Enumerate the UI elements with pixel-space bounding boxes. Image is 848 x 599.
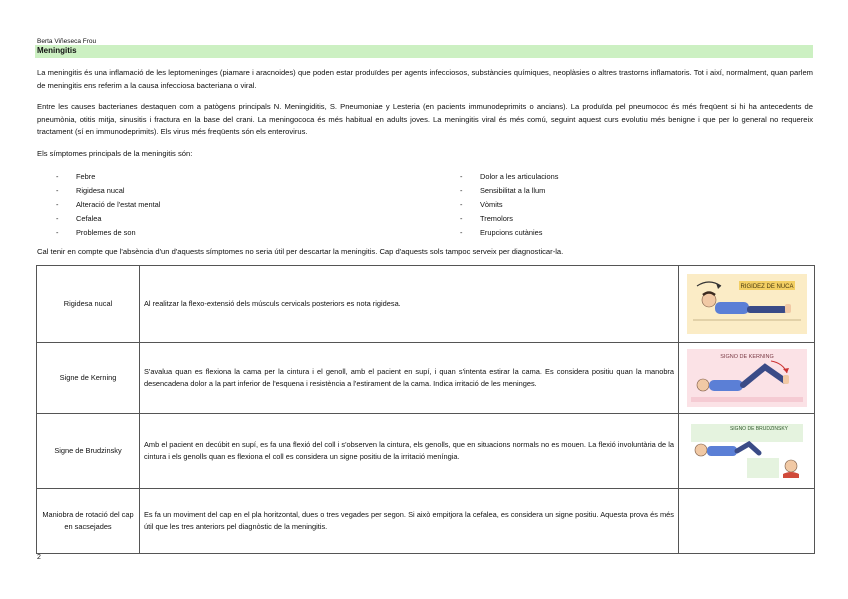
list-item: - Dolor a les articulacions: [460, 170, 558, 184]
note-paragraph: Cal tenir en compte que l'absència d'un d'aquests símptomes no seria útil per descartar la meningitis. Cap d'aquests sols tampoc serveix per diagnosticar-la.: [37, 247, 564, 256]
signs-table: [36, 265, 815, 554]
symptoms-intro: Els símptomes principals de la meningitis són:: [37, 149, 193, 158]
sign-name: Signe de Kerning: [37, 343, 140, 414]
empty-image-cell: [679, 489, 815, 554]
list-item: - Vòmits: [460, 198, 558, 212]
author-name: Berta Viñeseca Frou: [37, 38, 97, 45]
list-item: - Tremolors: [460, 212, 558, 226]
page-title: Meningitis: [37, 46, 77, 55]
title-highlight: [35, 45, 813, 58]
table-row: [37, 343, 815, 414]
list-item: - Cefalea: [56, 212, 160, 226]
sign-name: Signe de Brudzinsky: [37, 414, 140, 489]
symptoms-list-left: [56, 170, 160, 240]
symptoms-list-right: [460, 170, 558, 240]
sign-description: Amb el pacient en decúbit en supí, es fa una flexió del coll i s'observen la cintura, els genolls, que en situacions normals no es mouen. La flexió involuntària de la cintura i els genolls quan es flexiona el coll es considera un signe positiu de la irritació meníngia.: [140, 414, 679, 489]
neck-stiffness-illustration: [687, 274, 807, 334]
list-item: - Febre: [56, 170, 160, 184]
kernig-sign-illustration: [687, 349, 807, 407]
table-row: [37, 489, 815, 554]
sign-name: Maniobra de rotació del cap en sacsejades: [37, 489, 140, 554]
page-number: 2: [37, 554, 41, 561]
brudzinski-sign-illustration: [687, 420, 807, 482]
list-item: - Problemes de son: [56, 226, 160, 240]
list-item: - Sensibilitat a la llum: [460, 184, 558, 198]
illustration-caption: RIGIDEZ DE NUCA: [739, 284, 794, 290]
causes-paragraph: Entre les causes bacterianes destaquen com a patògens principals N. Meningiditis, S. Pneumoniae y Lesteria (en pacients immunodeprimits o ancians). La produïda pel pneumococ és més freqüent si hi ha antecedents de pneumònia, otitis mitja, sinusitis i fractura en la base del crani. La meningococa és més habitual en adults joves. La meningitis viral és més comú, seguint aquest curs evolutiu més benigne i que per lo general no requereix tractament (sí en immunodeprimits). Els virus més freqüents són els enterovirus.: [37, 102, 813, 136]
intro-paragraph: La meningitis és una inflamació de les leptomeninges (piamare i aracnoides) que poden estar produïdes per agents infecciosos, substàncies químiques, neoplàsies o altres trastorns inflamatoris. Tot i així, normalment, quan parlem de meningitis ens referim a la causa infecciosa bacteriana o viral.: [37, 68, 813, 90]
illustration-caption: SIGNO DE BRUDZINSKY: [729, 426, 788, 432]
table-row: [37, 414, 815, 489]
sign-description: Al realitzar la flexo-extensió dels músculs cervicals posteriors es nota rigidesa.: [140, 266, 679, 343]
sign-description: Es fa un moviment del cap en el pla horitzontal, dues o tres vegades per segon. Si això empitjora la cefalea, es considera un signe positiu. Aquesta prova és més útil que les tres anteriors pel diagnòstic de la meningitis.: [140, 489, 679, 554]
list-item: - Rigidesa nucal: [56, 184, 160, 198]
sign-name: Rigidesa nucal: [37, 266, 140, 343]
list-item: - Erupcions cutànies: [460, 226, 558, 240]
list-item: - Alteració de l'estat mental: [56, 198, 160, 212]
illustration-caption: SIGNO DE KERNING: [719, 354, 774, 360]
sign-description: S'avalua quan es flexiona la cama per la cintura i el genoll, amb el pacient en supí, i quan s'intenta estirar la cama. Es considera positiu quan la manobra desencadena dolor a la part inferior de l'esquena i resistència a l'estirament de la cama. Indica irritació de les meninges.: [140, 343, 679, 414]
table-row: [37, 266, 815, 343]
